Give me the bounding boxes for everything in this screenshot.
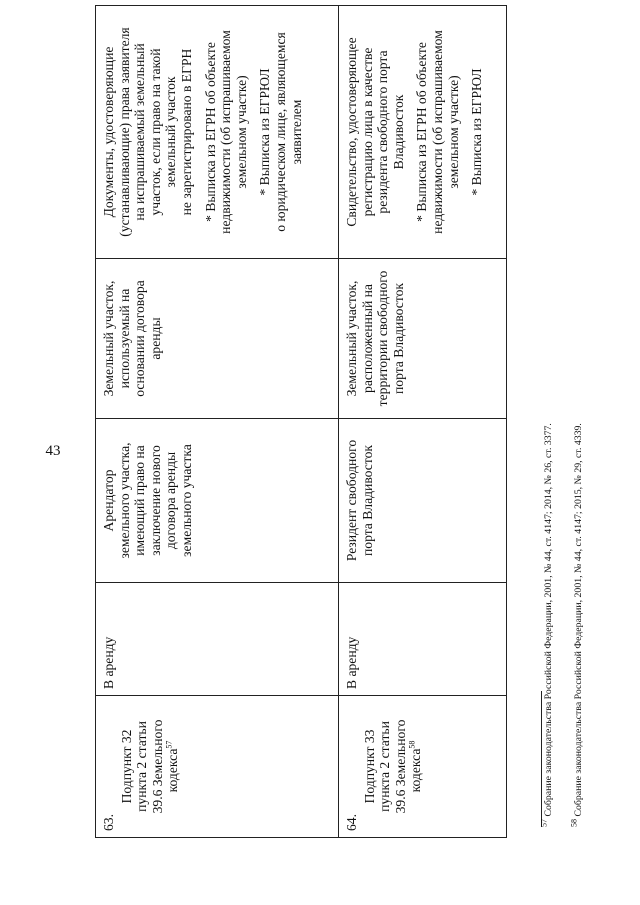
- text-line: земельном участке): [233, 75, 249, 189]
- text-line: используемый на: [116, 288, 132, 389]
- text-line: основании договора: [132, 280, 148, 397]
- text-line: земельном участке): [445, 75, 461, 189]
- footnote-ref: 58: [407, 740, 417, 749]
- text-line: Арендатор: [101, 469, 116, 532]
- text-line: заявителем: [288, 99, 304, 165]
- applicant-cell: [96, 419, 339, 583]
- text-line: не зарегистрировано в ЕГРН: [178, 48, 194, 216]
- document-item: [469, 10, 485, 254]
- footnote-marker: 57: [539, 819, 549, 827]
- footnote-57: [539, 423, 555, 827]
- text-line: участок, если право на такой: [147, 48, 163, 216]
- grant-type-cell: [96, 583, 339, 696]
- text-line: земельного участка: [178, 444, 194, 557]
- text-line: * Выписка из ЕГРЮЛ: [469, 68, 485, 196]
- page-number: 43: [45, 443, 61, 459]
- table-row: [339, 6, 507, 838]
- text-line: о юридическом лице, являющемся: [272, 32, 288, 232]
- document-item: [344, 10, 406, 254]
- text-line: * Выписка из ЕГРН об объекте: [414, 42, 430, 222]
- text-line: Земельный участок,: [101, 280, 116, 397]
- text-line: порта Владивосток: [359, 445, 375, 556]
- legal-basis-cell: [339, 696, 507, 838]
- grant-type-text: В аренду: [101, 636, 116, 689]
- footnote-58: [569, 423, 585, 827]
- text-line: Владивосток: [390, 94, 406, 170]
- text-line: Подпункт 33: [361, 729, 377, 804]
- text-line-part: кодекса: [408, 748, 424, 793]
- document-item: [101, 10, 195, 254]
- text-line-part: кодекса: [165, 748, 181, 793]
- text-line: [408, 702, 424, 831]
- text-line: 39.6 Земельного: [392, 719, 408, 814]
- text-line: Подпункт 32: [118, 729, 134, 804]
- footnote-marker: 58: [569, 819, 579, 827]
- footnote-text: Собрание законодательства Российской Федерации, 2001, № 44, ст. 4147; 2015, № 29, ст. 4339.: [573, 423, 584, 817]
- text-line: расположенный на: [359, 284, 375, 393]
- text-line: недвижимости (об испрашиваемом: [218, 30, 234, 234]
- text-line: 39.6 Земельного: [149, 719, 165, 814]
- grant-type-text: В аренду: [344, 636, 359, 689]
- text-line: регистрацию лица в качестве: [359, 47, 375, 217]
- document-item: [257, 10, 304, 254]
- text-line: недвижимости (об испрашиваемом: [429, 30, 445, 234]
- land-plot-cell: [339, 259, 507, 419]
- row-number: 63.: [101, 814, 116, 831]
- text-line: (устанавливающие) права заявителя: [116, 27, 132, 237]
- grant-type-cell: [339, 583, 507, 696]
- footnote-text: Собрание законодательства Российской Федерации, 2001, № 44, ст. 4147; 2014, № 26, ст. 3377.: [543, 423, 554, 817]
- legal-basis-cell: [96, 696, 339, 838]
- text-line: * Выписка из ЕГРН об объекте: [202, 42, 218, 222]
- legal-basis-text: [119, 702, 181, 831]
- document-item: [414, 10, 461, 254]
- text-line: порта Владивосток: [390, 283, 406, 394]
- text-line: на испрашиваемый земельный: [132, 43, 148, 221]
- legal-basis-text: [362, 702, 424, 831]
- text-line: имеющий право на: [132, 445, 148, 556]
- document-item: [203, 10, 250, 254]
- table-row: [96, 6, 339, 838]
- text-line: резидента свободного порта: [375, 50, 391, 214]
- land-documents-table: [95, 5, 507, 838]
- documents-cell: [96, 6, 339, 259]
- text-line: Свидетельство, удостоверяющее: [344, 37, 359, 227]
- text-line: аренды: [147, 317, 163, 360]
- text-line: договора аренды: [163, 451, 179, 550]
- applicant-cell: [339, 419, 507, 583]
- text-line: заключение нового: [147, 445, 163, 556]
- text-line: земельного участка,: [116, 442, 132, 559]
- land-plot-cell: [96, 259, 339, 419]
- text-line: Земельный участок,: [344, 280, 359, 397]
- text-line: пункта 2 статьи: [377, 721, 393, 812]
- footnote-ref: 57: [164, 740, 174, 749]
- row-number: 64.: [344, 814, 359, 831]
- text-line: территории свободного: [375, 270, 391, 407]
- text-line: Документы, удостоверяющие: [101, 46, 116, 218]
- text-line: [165, 702, 181, 831]
- text-line: * Выписка из ЕГРЮЛ: [257, 68, 273, 196]
- footnote-divider: [541, 691, 542, 827]
- text-line: земельный участок: [163, 76, 179, 188]
- text-line: Резидент свободного: [344, 439, 359, 562]
- text-line: пункта 2 статьи: [134, 721, 150, 812]
- documents-cell: [339, 6, 507, 259]
